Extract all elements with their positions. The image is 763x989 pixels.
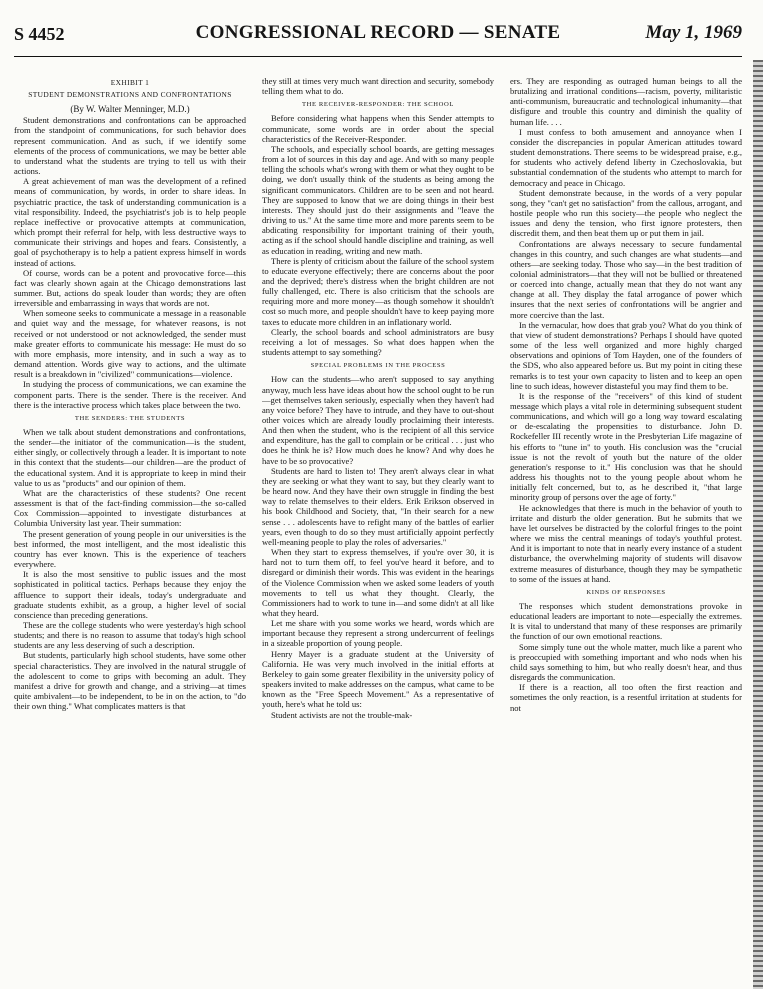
column-3 (510, 76, 742, 981)
article-byline: (By W. Walter Menninger, M.D.) (70, 104, 190, 115)
paragraph: The present generation of young people in our universities is the best informed, the most intelligent, and the most idealistic this country has ever known. This is the experience of teachers everywhere. (14, 528, 246, 570)
article-title: STUDENT DEMONSTRATIONS AND CONFRONTATIONS (28, 90, 232, 100)
paragraph: Student demonstrations and confrontations can be approached from the standpoint of communications, for such behavior does represent communication. And as such, if we identify some elements of the process of communications, we may be better able to understand what the students are trying to tell us with their actions. (14, 115, 246, 177)
column-2 (262, 76, 494, 981)
paragraph: Some simply tune out the whole matter, much like a parent who is preoccupied with something important and who nods when his child says something to him, but who really doesn't hear, and thus disregards the communication. (510, 641, 742, 683)
paragraph: Henry Mayer is a graduate student at the University of California. He was very much involved in the initial efforts at Berkeley to gain some greater flexibility in the university policy of speakers invited to make addresses on the campus, what came to be known as the "Free Speech Movement." As a representative of youth, here's what he told us: (262, 648, 494, 710)
paragraph: ers. They are responding as outraged human beings to all the brutalizing and irrational conditions—racism, poverty, militaristic anti-communism, bureaucratic and technological inhumanity—that disfigure and trouble this country and diminish the quality of human life. . . . (510, 76, 742, 127)
paragraph: Student demonstrate because, in the words of a very popular song, they "can't get no satisfaction" from the callous, arrogant, and hostile people who run this society—the people who neglect the issues and deny the tension, who first ignore protesters, then discredit them, and then beat them up or put them in jail. (510, 187, 742, 239)
exhibit-label: EXHIBIT 1 (110, 78, 150, 87)
column-1 (14, 76, 246, 981)
section-heading: THE SENDERS: THE STUDENTS (74, 414, 186, 422)
paragraph: Before considering what happens when this Sender attempts to communicate, some words are in order about the special characteristics of the Receiver-Responder. (262, 113, 494, 144)
publication-title: CONGRESSIONAL RECORD — SENATE (195, 22, 561, 43)
paragraph: they still at times very much want direction and security, somebody telling them what to do. (262, 76, 494, 97)
section-heading: SPECIAL PROBLEMS IN THE PROCESS (310, 362, 446, 370)
paragraph: When someone seeks to communicate a message in a reasonable and quiet way and the message, for whatever reasons, is not received or not understood or not acknowledged, the sender must make greater efforts to communicate his message: He must do so with more emphasis, more intensity, and in such a way as to demand attention. Words give way to actions, and the ultimate result is a breakdown in "civilized" communications—violence. (14, 308, 246, 380)
paragraph: These are the college students who were yesterday's high school students; and there is no reason to assume that today's high school students are any less deserving of such a description. (14, 619, 246, 651)
paragraph: There is plenty of criticism about the failure of the school system to educate everyone effectively; there are concerns about the poor and the deprived; there's distress when the bright children are not fully challenged, etc. There is also criticism that the schools are requiring more and more money—as though somehow it shouldn't cost so much more, and people shouldn't have to keep paying more taxes to educate more children in an inflationary world. (262, 255, 494, 327)
paragraph: Of course, words can be a potent and provocative force—this fact was clearly shown again at the Chicago demonstrations last summer. But, actions do speak louder than words; they are often irreversible and embarrassing in ways that words are not. (14, 267, 246, 309)
paragraph: If there is a reaction, all too often the first reaction and sometimes the only reaction, is a resentful irritation at students for not (510, 682, 742, 713)
paragraph: What are the characteristics of these students? One recent assessment is that of the fact-finding commission—the so-called Cox Commission—appointed to investigate disturbances at Columbia University last year. Their summation: (14, 487, 246, 529)
paragraph: In the vernacular, how does that grab you? What do you think of that view of student demonstrations? Perhaps I should have quoted some of the less well organized and more highly charged observations and opinions of Tom Hayden, one of the founders of the SDS, who also appeared before us. But my point in citing these remarks is to test your own capacity to listen and to keep an open line to such ideas, however distasteful you may find them to be. (510, 319, 742, 391)
paragraph: Confrontations are always necessary to secure fundamental changes in this country, and such changes are what students—and others—are seeking today. Those who say—in the best tradition of colonial administrators—that they will not be bullied or threatened or coerced into change, actually mean that they do not want any change at all. They display the fatal arrogance of power which insures that the next series of confrontations will be angrier and more coercive than the last. (510, 238, 742, 320)
paragraph: The schools, and especially school boards, are getting messages from a lot of sources in this day and age. And with so many people telling the schools what's wrong with them or what they ought to be doing, we don't usually think of the students as being among the significant communicators. Children are to be seen and not heard. They are supposed to know that we are doing things in their best interests. They should just do their assignments and "leave the driving to us." At the same time more and more parents seem to be abdicating responsibility for important training of their youth, acting as if the school should handle discipline and training, as well as education in reading, writing and new math. (262, 143, 494, 256)
paragraph: Let me share with you some works we heard, words which are important because they represent a strong undercurrent of feelings in a sizeable proportion of young people. (262, 618, 494, 649)
paragraph: It is the response of the "receivers" of this kind of student message which plays a vital role in determining subsequent student communications, and which will go a long way toward escalating or de-escalating the propensities to disturbance. John D. Rockefeller III recently wrote in the Presbyterian Life magazine of his efforts to "tune in" to youth. His conclusion was the "crucial issue is not the revolt of youth but the nature of the older generation's response to it." His conclusion was that he should address his thoughts not to the young people about whom he initially felt concerned, but to, as he described it, "that large minority group of persons over the age of forty." (510, 390, 742, 503)
section-heading: THE RECEIVER-RESPONDER: THE SCHOOL (302, 101, 454, 109)
text-columns (14, 76, 742, 981)
section-heading: KINDS OF RESPONSES (586, 588, 666, 596)
publication-date: May 1, 1969 (645, 22, 742, 43)
page-number: S 4452 (14, 24, 65, 44)
paragraph: Students are hard to listen to! They aren't always clear in what they are seeking or what they want to say, but they clearly want to be heard now. And they have their own struggle in finding the best way to relate themselves to their elders. Erik Erikson observed in his book Childhood and Society, that, "In their search for a new sense . . . adolescents have to refight many of the battles of earlier years, even though to do so they must artificially appoint perfectly well-meaning people to play the roles of adversaries." (262, 465, 494, 547)
paragraph: It is also the most sensitive to public issues and the most sophisticated in political tactics. Perhaps because they enjoy the affluence to support their ideals, today's undergraduate and graduate students exhibit, as a group, a higher level of social conscience than preceding generations. (14, 569, 246, 620)
paragraph: Student activists are not the trouble-mak- (271, 709, 413, 720)
paragraph: When they start to express themselves, if you're over 30, it is hard not to turn them off, to feel you've heard it before, and to disregard or diminish their words. This was evident in the hearings of the Violence Commission when we asked some leaders of youth movements to tell us what they thought. Clearly, the Commissioners had to work to tune in—and some didn't at all like what they heard. (262, 547, 494, 618)
paragraph: He acknowledges that there is much in the behavior of youth to irritate and disturb the older generation. But he submits that we have let ourselves be distracted by the colorful fringes to the point where we miss the central meanings of today's youthful protest. And it is important to note that in nearly every instance of a student disturbance, the overwhelming majority of students will disavow extreme measures of disturbance, though they may be sympathetic to some of the issues at hand. (510, 502, 742, 584)
paragraph: The responses which student demonstrations provoke in educational leaders are important to note—especially the extremes. It is vital to understand that many of these responses are primarily the function of our own emotional reactions. (510, 600, 742, 642)
paragraph: How can the students—who aren't supposed to say anything anyway, much less have ideas about how the school ought to be run—get themselves taken seriously, especially when they haven't had any voice before? They have to intrude, and they have to out-shout other voices which are already loudly proclaiming their interests. And then when the student, who is the recipient of all this service and expenditure, has the gall to complain or be critical . . . just who does he think he is? How much does he know? And why does he have to be so provocative? (262, 374, 494, 466)
paragraph: A great achievement of man was the development of a refined means of communication, by words, in order to share ideas. In psychiatric practice, the task of understanding communication is a vital responsibility. Indeed, the psychiatrist's job is to help people replace ineffective or provocative attempts at communication, which prompt their referral for help, with less destructive ways to communicate their strivings and hopes and fears. Consistently, a goal of psychotherapy is to help a patient express himself in words instead of actions. (14, 176, 246, 268)
paragraph: Clearly, the school boards and school administrators are busy receiving a lot of messages. So what does happen when the students attempt to say something? (262, 326, 494, 358)
paragraph: When we talk about student demonstrations and confrontations, the sender—the initiator of the communication—is the student, either singly, or collectively through a leader. It is important to note in this context that the students—our children—are the product of the educational system. And it is appropriate to keep in mind their value to us as "products" and our opinion of them. (14, 427, 246, 488)
paragraph: But students, particularly high school students, have some other special characteristics. They are involved in the natural struggle of the adolescent to come to grips with becoming an adult. They manifest a drive for growth and change, and a striving—at times quite ambivalent—to be independent, to be in on the action, to "do their own thing." What complicates matters is that (14, 650, 246, 712)
page-header (14, 22, 742, 57)
binding-edge (753, 60, 763, 989)
paragraph: I must confess to both amusement and annoyance when I consider the discrepancies in popular American attitudes toward student demonstrations. There seems to be widespread praise, e.g., for students who actively defend liberty in Czechoslovakia, but substantial condemnation of the students who attempt to march for democracy and peace in Chicago. (510, 126, 742, 188)
paragraph: In studying the process of communications, we can examine the component parts. There is the sender. There is the receiver. And there is the interactive process which takes place between the two. (14, 379, 246, 410)
